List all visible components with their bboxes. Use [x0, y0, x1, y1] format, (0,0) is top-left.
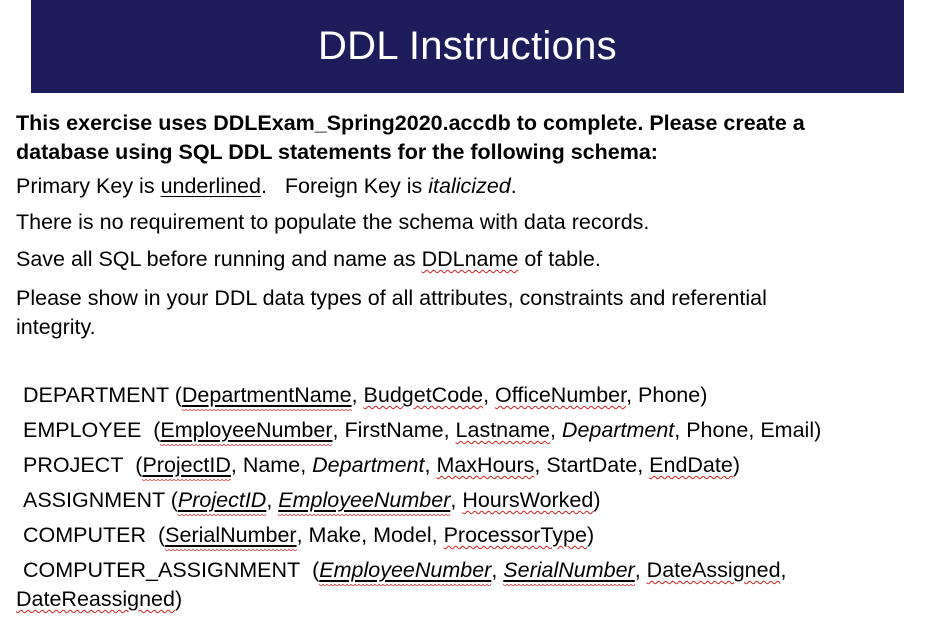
table-name: COMPUTER — [23, 523, 147, 547]
attribute: DateAssigned — [646, 558, 781, 582]
note-datatypes-line-1: Please show in your DDL data types of all attributes, constraints and referential — [16, 286, 767, 310]
note-save-prefix: Save all SQL before running and name as — [16, 247, 422, 271]
note-datatypes — [16, 284, 767, 342]
attribute: MaxHours — [436, 453, 535, 477]
pk-prefix: Primary Key is — [16, 174, 161, 198]
note-save — [16, 247, 601, 272]
attribute: OfficeNumber — [495, 383, 627, 407]
table-name: DEPARTMENT — [23, 383, 169, 407]
pk-attribute: SerialNumber — [165, 523, 297, 547]
attribute: Phone — [638, 383, 701, 407]
attribute: Phone — [686, 418, 749, 442]
intro-paragraph — [16, 109, 805, 167]
schema-computer: COMPUTER (SerialNumber, Make, Model, ProcessorType) — [23, 523, 595, 547]
table-name: PROJECT — [23, 453, 124, 477]
fk-attribute: Department — [312, 453, 425, 477]
pk-example: underlined — [160, 174, 261, 198]
attribute: EndDate — [649, 453, 733, 477]
pk-fk-attribute: ProjectID — [177, 488, 267, 512]
schema-computer-assignment: COMPUTER_ASSIGNMENT (EmployeeNumber, SerialNumber, DateAssigned, — [23, 558, 787, 582]
pk-suffix: . Foreign Key is — [260, 174, 429, 198]
schema-employee: EMPLOYEE (EmployeeNumber, FirstName, Lastname, Department, Phone, Email) — [23, 418, 822, 442]
attribute: Model — [373, 523, 432, 547]
intro-line-2: database using SQL DDL statements for the following schema: — [16, 140, 658, 164]
title-banner — [31, 0, 904, 93]
fk-suffix: . — [510, 174, 517, 198]
table-name: COMPUTER_ASSIGNMENT — [23, 558, 301, 582]
pk-fk-attribute: EmployeeNumber — [278, 488, 451, 512]
attribute: Name — [242, 453, 301, 477]
fk-example: italicized — [428, 174, 511, 198]
pk-fk-attribute: SerialNumber — [503, 558, 635, 582]
pk-fk-attribute: EmployeeNumber — [319, 558, 492, 582]
page-title: DDL Instructions — [318, 24, 617, 68]
intro-line-1: This exercise uses DDLExam_Spring2020.accdb to complete. Please create a — [16, 111, 805, 135]
attribute: Lastname — [455, 418, 550, 442]
attribute: HoursWorked — [462, 488, 594, 512]
pk-attribute: ProjectID — [142, 453, 231, 477]
attribute: Make — [308, 523, 362, 547]
fk-attribute: Department — [561, 418, 675, 442]
note-datatypes-line-2: integrity. — [16, 315, 96, 339]
attribute: ProcessorType — [443, 523, 587, 547]
schema-project: PROJECT (ProjectID, Name, Department, MaxHours, StartDate, EndDate) — [23, 453, 740, 477]
note-save-suffix: of table. — [518, 247, 601, 271]
attribute: StartDate — [546, 453, 638, 477]
table-name: EMPLOYEE — [23, 418, 142, 442]
schema-computer-assignment-cont: DateReassigned) — [16, 587, 183, 611]
attribute: FirstName — [344, 418, 444, 442]
attribute: Email — [760, 418, 815, 442]
attribute: BudgetCode — [363, 383, 484, 407]
schema-assignment: ASSIGNMENT (ProjectID, EmployeeNumber, HoursWorked) — [23, 488, 601, 512]
ddlname-term: DDLname — [421, 247, 519, 271]
key-legend — [16, 174, 517, 199]
schema-department: DEPARTMENT (DepartmentName, BudgetCode, OfficeNumber, Phone) — [23, 383, 708, 407]
attribute: DateReassigned — [16, 587, 175, 611]
table-name: ASSIGNMENT — [23, 488, 165, 512]
pk-attribute: EmployeeNumber — [160, 418, 333, 442]
note-populate: There is no requirement to populate the schema with data records. — [16, 210, 650, 234]
pk-attribute: DepartmentName — [181, 383, 352, 407]
